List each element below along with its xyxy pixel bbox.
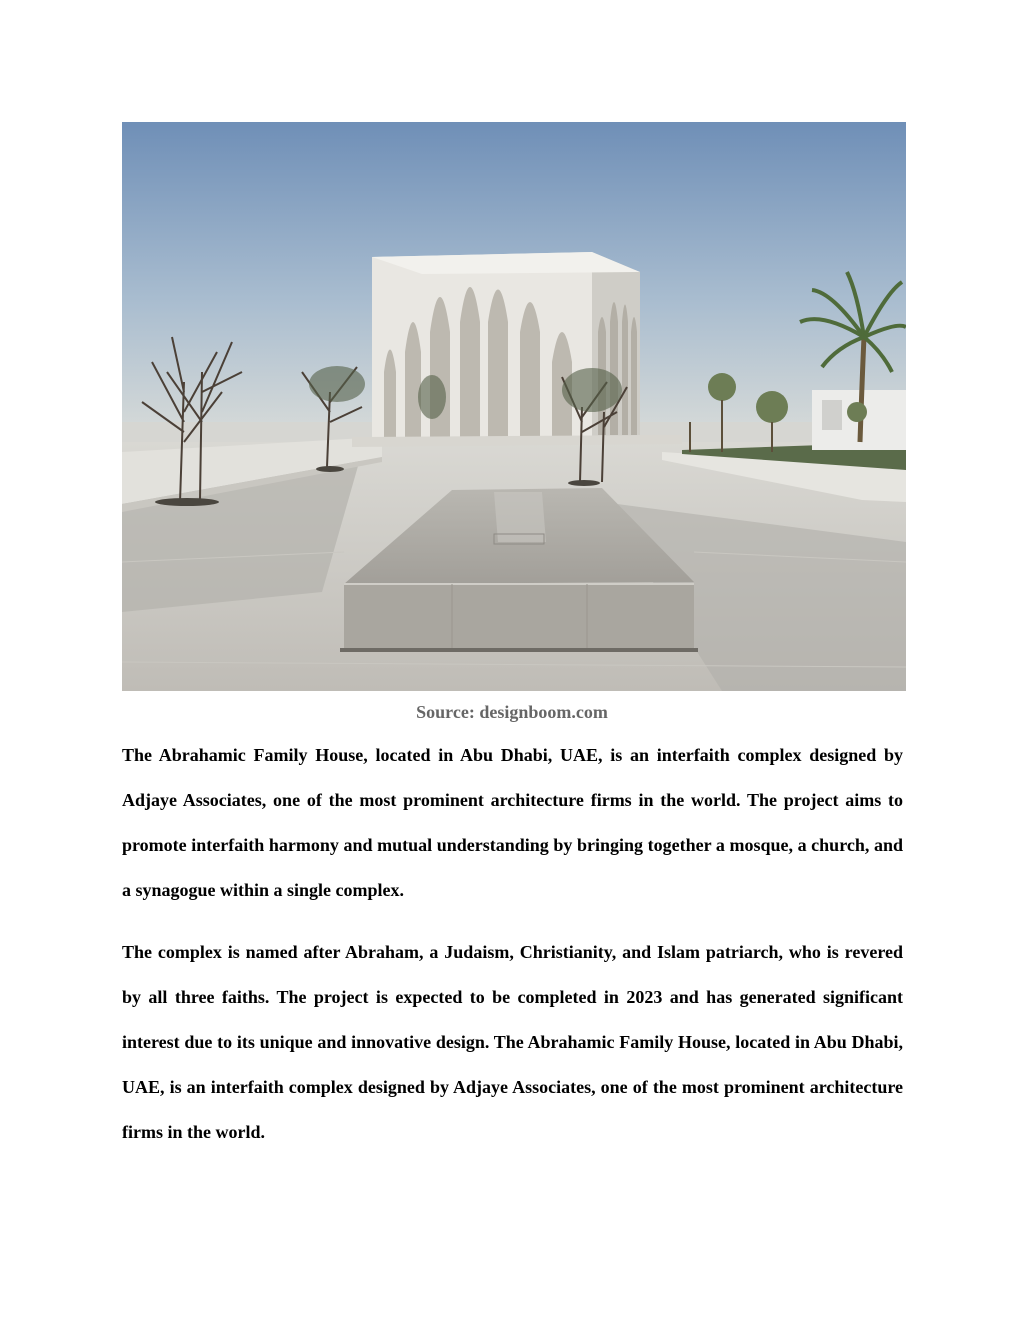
body-paragraph-1: The Abrahamic Family House, located in Abu Dhabi, UAE, is an interfaith complex designed by Adjaye Associates, one of the most prominent architecture firms in the world. The project aims to promote interfaith harmony and mutual understanding by bringing together a mosque, a church, and a synagogue within a single complex. <box>122 745 903 900</box>
abrahamic-family-house-image <box>122 122 906 691</box>
architecture-photo <box>122 122 906 691</box>
body-paragraph-2: The complex is named after Abraham, a Judaism, Christianity, and Islam patriarch, who is revered by all three faiths. The project is expected to be completed in 2023 and has generated significant interest due to its unique and innovative design. The Abrahamic Family House, located in Abu Dhabi, UAE, is an interfaith complex designed by Adjaye Associates, one of the most prominent architecture firms in the world. <box>122 942 903 1142</box>
image-caption: Source: designboom.com <box>416 702 608 722</box>
